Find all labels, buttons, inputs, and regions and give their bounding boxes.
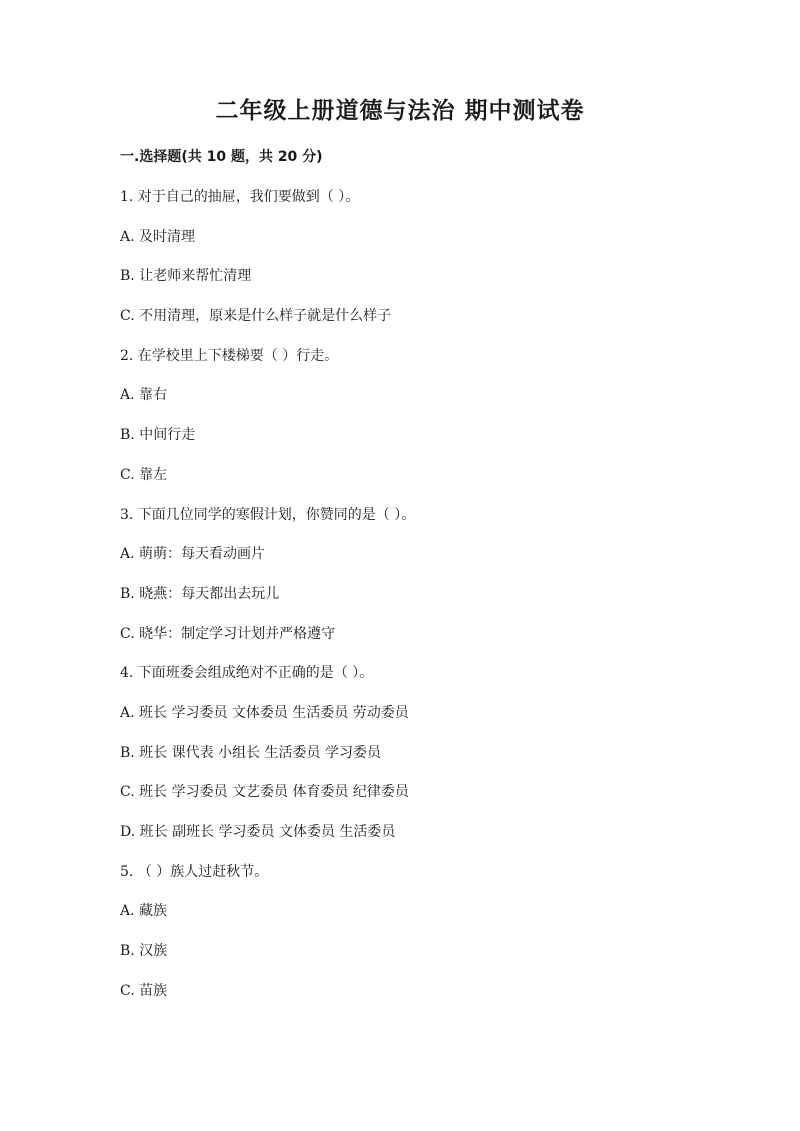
question-5-stem: 5. （ ）族人过赶秋节。 <box>120 863 269 880</box>
question-2-option-b: B. 中间行走 <box>120 427 196 444</box>
question-5-option-b: B. 汉族 <box>120 943 168 960</box>
question-2-option-a: A. 靠右 <box>120 387 168 404</box>
question-3-option-b: B. 晓燕：每天都出去玩儿 <box>120 585 280 602</box>
question-3-stem: 3. 下面几位同学的寒假计划，你赞同的是（ ）。 <box>120 506 416 523</box>
question-5-option-a: A. 藏族 <box>120 903 168 920</box>
question-1-option-c: C. 不用清理，原来是什么样子就是什么样子 <box>120 308 392 325</box>
question-2-option-c: C. 靠左 <box>120 466 168 483</box>
question-3-option-c: C. 晓华：制定学习计划并严格遵守 <box>120 625 336 642</box>
question-2-stem: 2. 在学校里上下楼梯要（ ）行走。 <box>120 347 339 364</box>
question-4-option-b: B. 班长 课代表 小组长 生活委员 学习委员 <box>120 744 381 761</box>
question-4-option-d: D. 班长 副班长 学习委员 文体委员 生活委员 <box>120 824 396 840</box>
question-4-stem: 4. 下面班委会组成绝对不正确的是（ ）。 <box>120 665 374 682</box>
question-list <box>120 187 680 1020</box>
question-5-option-c: C. 苗族 <box>120 982 168 999</box>
section-heading: 一.选择题(共 10 题，共 20 分) <box>120 149 323 165</box>
question-3-option-a: A. 萌萌：每天看动画片 <box>120 546 266 563</box>
question-1-stem: 1. 对于自己的抽屉，我们要做到（ ）。 <box>120 189 360 205</box>
question-1-option-b: B. 让老师来帮忙清理 <box>120 268 252 285</box>
question-1-option-a: A. 及时清理 <box>120 228 196 245</box>
question-4-option-a: A. 班长 学习委员 文体委员 生活委员 劳动委员 <box>120 704 409 721</box>
question-4-option-c: C. 班长 学习委员 文艺委员 体育委员 纪律委员 <box>120 784 409 801</box>
page-title: 二年级上册道德与法治 期中测试卷 <box>215 98 585 124</box>
